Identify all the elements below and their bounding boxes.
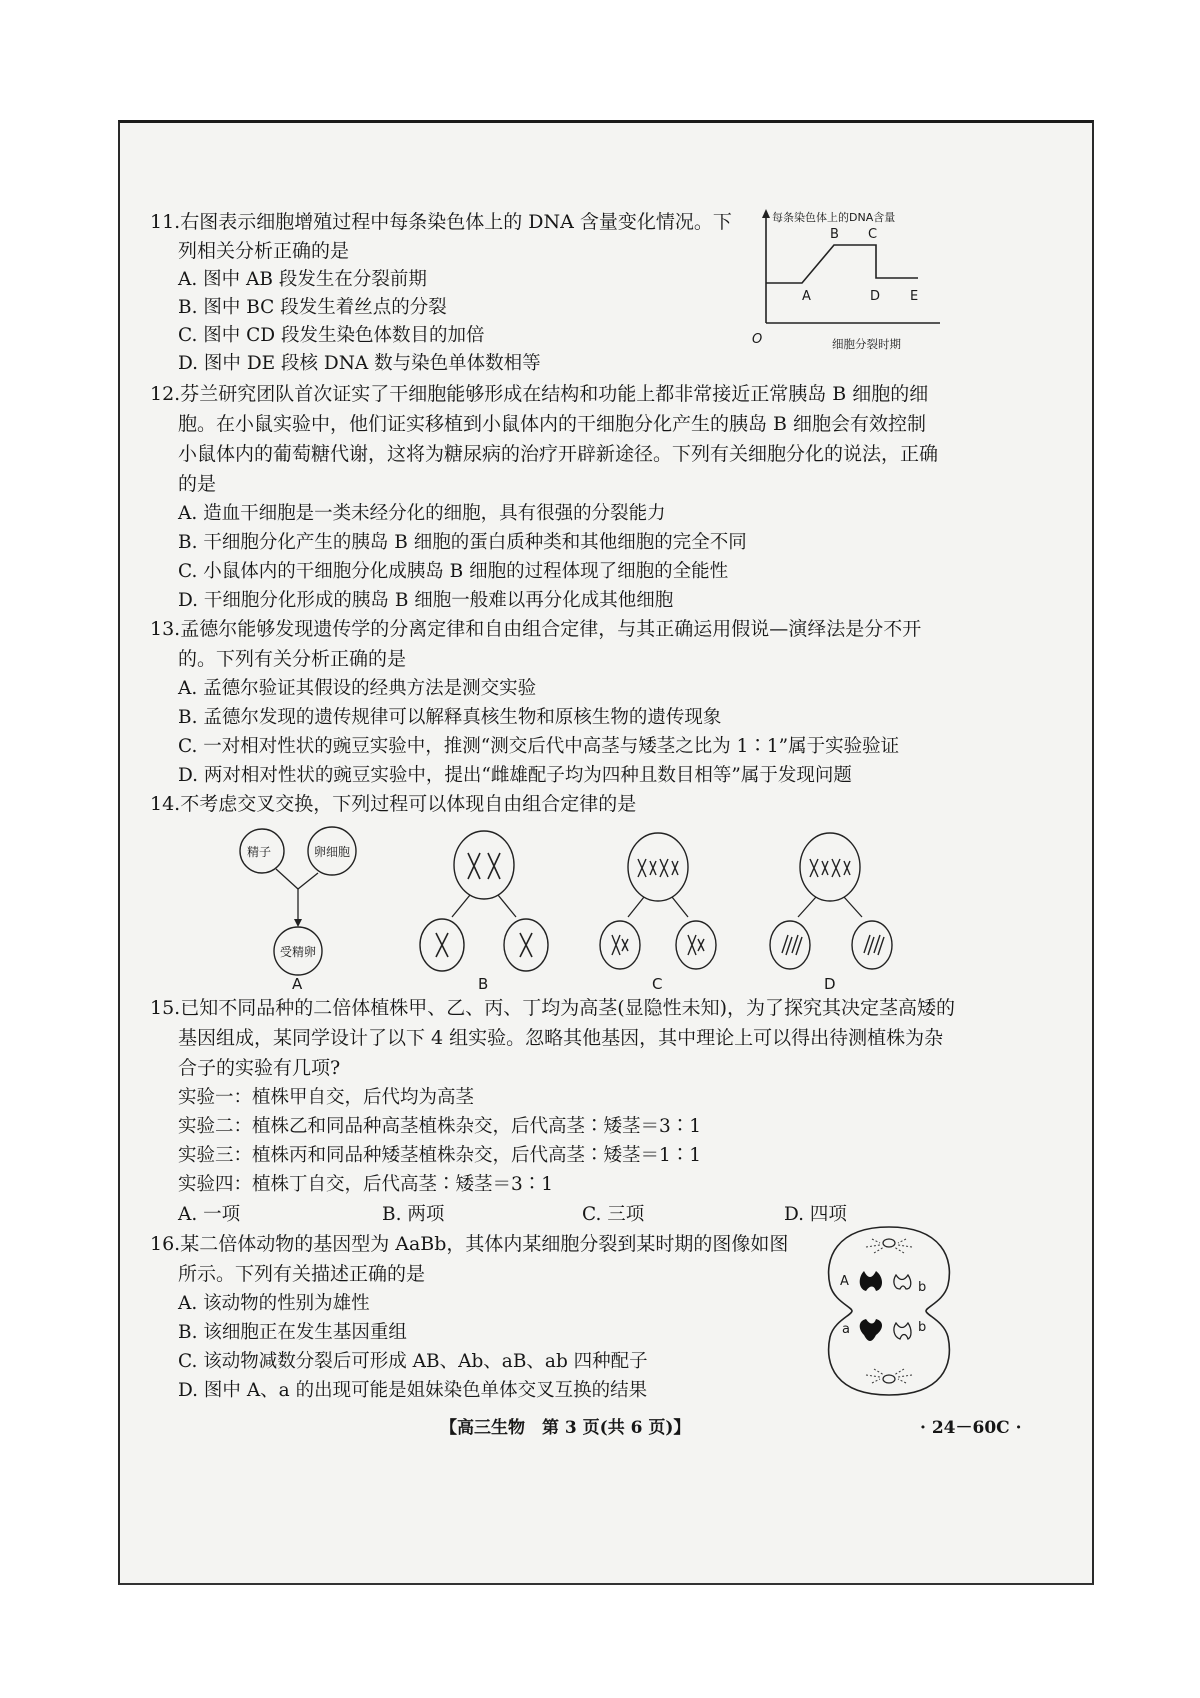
q14-figure-d xyxy=(770,833,892,969)
cell-membrane xyxy=(829,1227,950,1395)
q13-option-d: D. 两对相对性状的豌豆实验中，提出“雌雄配子均为四种且数目相等”属于发现问题 xyxy=(178,765,852,786)
q14-stem: 14.不考虑交叉交换，下列过程可以体现自由组合定律的是 xyxy=(150,793,637,815)
top-centrosome xyxy=(883,1239,895,1247)
top-spindle-fibers xyxy=(866,1239,912,1253)
egg-line xyxy=(298,873,318,889)
q12-number: 12. xyxy=(150,383,181,405)
q13-stem-line2: 的。下列有关分析正确的是 xyxy=(178,648,407,670)
q11-option-d: D. 图中 DE 段核 DNA 数与染色单体数相等 xyxy=(178,353,541,374)
q15-option-c: C. 三项 xyxy=(582,1204,645,1225)
q14-label-d: D xyxy=(824,975,836,993)
x-axis-label: 细胞分裂时期 xyxy=(832,337,901,351)
b-arrow-left xyxy=(452,895,470,917)
q14-figure-c xyxy=(600,833,716,969)
q16-stem-line1: 16.某二倍体动物的基因型为 AaBb，其体内某细胞分裂到某时期的图像如图 xyxy=(150,1233,789,1255)
q15-stem-line3: 合子的实验有几项? xyxy=(178,1057,341,1079)
q14-figure-a xyxy=(240,827,356,975)
q16-option-d: D. 图中 A、a 的出现可能是姐妹染色单体交叉互换的结果 xyxy=(178,1380,648,1401)
q15-experiment-1: 实验一：植株甲自交，后代均为高茎 xyxy=(178,1087,475,1108)
b-left-chromosome xyxy=(436,933,448,957)
q16-option-a: A. 该动物的性别为雄性 xyxy=(178,1293,370,1314)
y-axis-arrow xyxy=(762,209,770,218)
q12-stem-line2: 胞。在小鼠实验中，他们证实移植到小鼠体内的干细胞分化产生的胰岛 B 细胞会有效控制 xyxy=(178,413,927,435)
q15-experiment-4: 实验四：植株丁自交，后代高茎∶矮茎＝3∶1 xyxy=(178,1174,554,1195)
q12-option-c: C. 小鼠体内的干细胞分化成胰岛 B 细胞的过程体现了细胞的全能性 xyxy=(178,561,729,582)
y-axis-label: 每条染色体上的DNA含量 xyxy=(772,211,896,224)
sperm-label: 精子 xyxy=(247,845,272,859)
bottom-centrosome xyxy=(883,1375,895,1383)
q15-experiment-2: 实验二：植株乙和同品种高茎植株杂交，后代高茎∶矮茎＝3∶1 xyxy=(178,1116,702,1137)
q12-stem-line4: 的是 xyxy=(178,473,217,495)
c-daughter-right xyxy=(676,921,716,969)
q14-figure-b xyxy=(420,831,548,971)
q12-option-d: D. 干细胞分化形成的胰岛 B 细胞一般难以再分化成其他细胞 xyxy=(178,590,674,611)
q15-option-b: B. 两项 xyxy=(382,1204,445,1225)
q15-stem-line1: 15.已知不同品种的二倍体植株甲、乙、丙、丁均为高茎(显隐性未知)，为了探究其决定茎高矮的 xyxy=(150,997,956,1019)
q15-number: 15. xyxy=(150,997,181,1019)
b-arrow-right xyxy=(498,895,516,917)
q14-figures xyxy=(220,823,980,993)
c-arrow-right xyxy=(672,897,688,917)
q14-label-b: B xyxy=(478,975,489,993)
bottom-spindle-fibers xyxy=(866,1369,912,1383)
origin-label: O xyxy=(752,332,763,347)
point-e-label: E xyxy=(910,289,919,304)
q14-number: 14. xyxy=(150,793,181,815)
page-footer-code: · 24－60C · xyxy=(920,1418,1022,1438)
q11-option-b: B. 图中 BC 段发生着丝点的分裂 xyxy=(178,297,447,318)
b-parent-chromosomes xyxy=(468,853,500,879)
q11-stem-line1: 11.右图表示细胞增殖过程中每条染色体上的 DNA 含量变化情况。下 xyxy=(150,211,732,233)
d-left-chromosomes xyxy=(782,935,802,955)
point-b-label: B xyxy=(830,227,839,242)
bottom-dark-chromosome xyxy=(860,1319,882,1341)
exam-page xyxy=(118,120,1094,1585)
q13-option-a: A. 孟德尔验证其假设的经典方法是测交实验 xyxy=(178,678,537,699)
q13-option-c: C. 一对相对性状的豌豆实验中，推测“测交后代中高茎与矮茎之比为 1∶1”属于实验验证 xyxy=(178,736,900,757)
egg-label: 卵细胞 xyxy=(314,845,351,859)
q14-label-a: A xyxy=(292,975,303,993)
q13-number: 13. xyxy=(150,618,181,640)
q12-option-a: A. 造血干细胞是一类未经分化的细胞，具有很强的分裂能力 xyxy=(178,503,666,524)
d-parent-cell xyxy=(800,833,860,901)
d-arrow-right xyxy=(844,897,862,917)
q12-stem-line3: 小鼠体内的葡萄糖代谢，这将为糖尿病的治疗开辟新途径。下列有关细胞分化的说法，正确 xyxy=(178,443,939,465)
fusion-arrowhead xyxy=(294,919,302,927)
bottom-light-chromosome xyxy=(894,1323,911,1339)
d-arrow-left xyxy=(798,897,816,917)
q15-option-d: D. 四项 xyxy=(784,1204,847,1225)
q12-stem-line1: 12.芬兰研究团队首次证实了干细胞能够形成在结构和功能上都非常接近正常胰岛 B 细胞的细 xyxy=(150,383,929,405)
q16-option-c: C. 该动物减数分裂后可形成 AB、Ab、aB、ab 四种配子 xyxy=(178,1351,648,1372)
q15-experiment-3: 实验三：植株丙和同品种矮茎植株杂交，后代高茎∶矮茎＝1∶1 xyxy=(178,1145,702,1166)
q14-label-c: C xyxy=(652,975,663,993)
c-right-chromosomes xyxy=(688,935,704,955)
c-arrow-left xyxy=(628,897,644,917)
c-daughter-left xyxy=(600,921,640,969)
page-footer-title: 【高三生物 第 3 页(共 6 页)】 xyxy=(440,1418,691,1438)
top-dark-chromosome xyxy=(860,1271,882,1291)
q11-number: 11. xyxy=(150,211,181,233)
q12-option-b: B. 干细胞分化产生的胰岛 B 细胞的蛋白质种类和其他细胞的完全不同 xyxy=(178,532,747,553)
q15-option-a: A. 一项 xyxy=(178,1204,241,1225)
b-right-chromosome xyxy=(520,933,532,957)
q16-cell-figure xyxy=(814,1219,964,1403)
label-gene-a-lower: a xyxy=(842,1322,850,1337)
c-parent-chromosomes xyxy=(638,859,678,877)
d-right-chromosomes xyxy=(864,935,884,955)
dna-curve xyxy=(766,245,918,283)
q15-stem-line2: 基因组成，某同学设计了以下 4 组实验。忽略其他基因，其中理论上可以得出待测植株为杂 xyxy=(178,1027,944,1049)
q16-stem-line2: 所示。下列有关描述正确的是 xyxy=(178,1263,426,1285)
label-gene-a-upper: A xyxy=(840,1274,849,1289)
top-light-chromosome xyxy=(894,1275,911,1289)
q11-option-a: A. 图中 AB 段发生在分裂前期 xyxy=(178,269,427,290)
b-parent-cell xyxy=(454,831,514,899)
zygote-label: 受精卵 xyxy=(280,945,317,959)
q11-stem-line2: 列相关分析正确的是 xyxy=(178,240,350,262)
c-parent-cell xyxy=(628,833,688,901)
d-parent-chromosomes xyxy=(810,859,850,877)
sperm-line xyxy=(276,869,298,889)
q16-number: 16. xyxy=(150,1233,181,1255)
q13-stem-line1: 13.孟德尔能够发现遗传学的分离定律和自由组合定律，与其正确运用假说—演绎法是分不开 xyxy=(150,618,922,640)
q11-dna-graph xyxy=(744,205,964,355)
q16-option-b: B. 该细胞正在发生基因重组 xyxy=(178,1322,407,1343)
point-c-label: C xyxy=(868,227,878,242)
q11-option-c: C. 图中 CD 段发生染色体数目的加倍 xyxy=(178,325,485,346)
label-gene-b-top: b xyxy=(918,1280,927,1295)
q13-option-b: B. 孟德尔发现的遗传规律可以解释真核生物和原核生物的遗传现象 xyxy=(178,707,722,728)
point-d-label: D xyxy=(870,289,881,304)
c-left-chromosomes xyxy=(612,935,628,955)
point-a-label: A xyxy=(802,289,811,304)
label-gene-b-bottom: b xyxy=(918,1320,927,1335)
